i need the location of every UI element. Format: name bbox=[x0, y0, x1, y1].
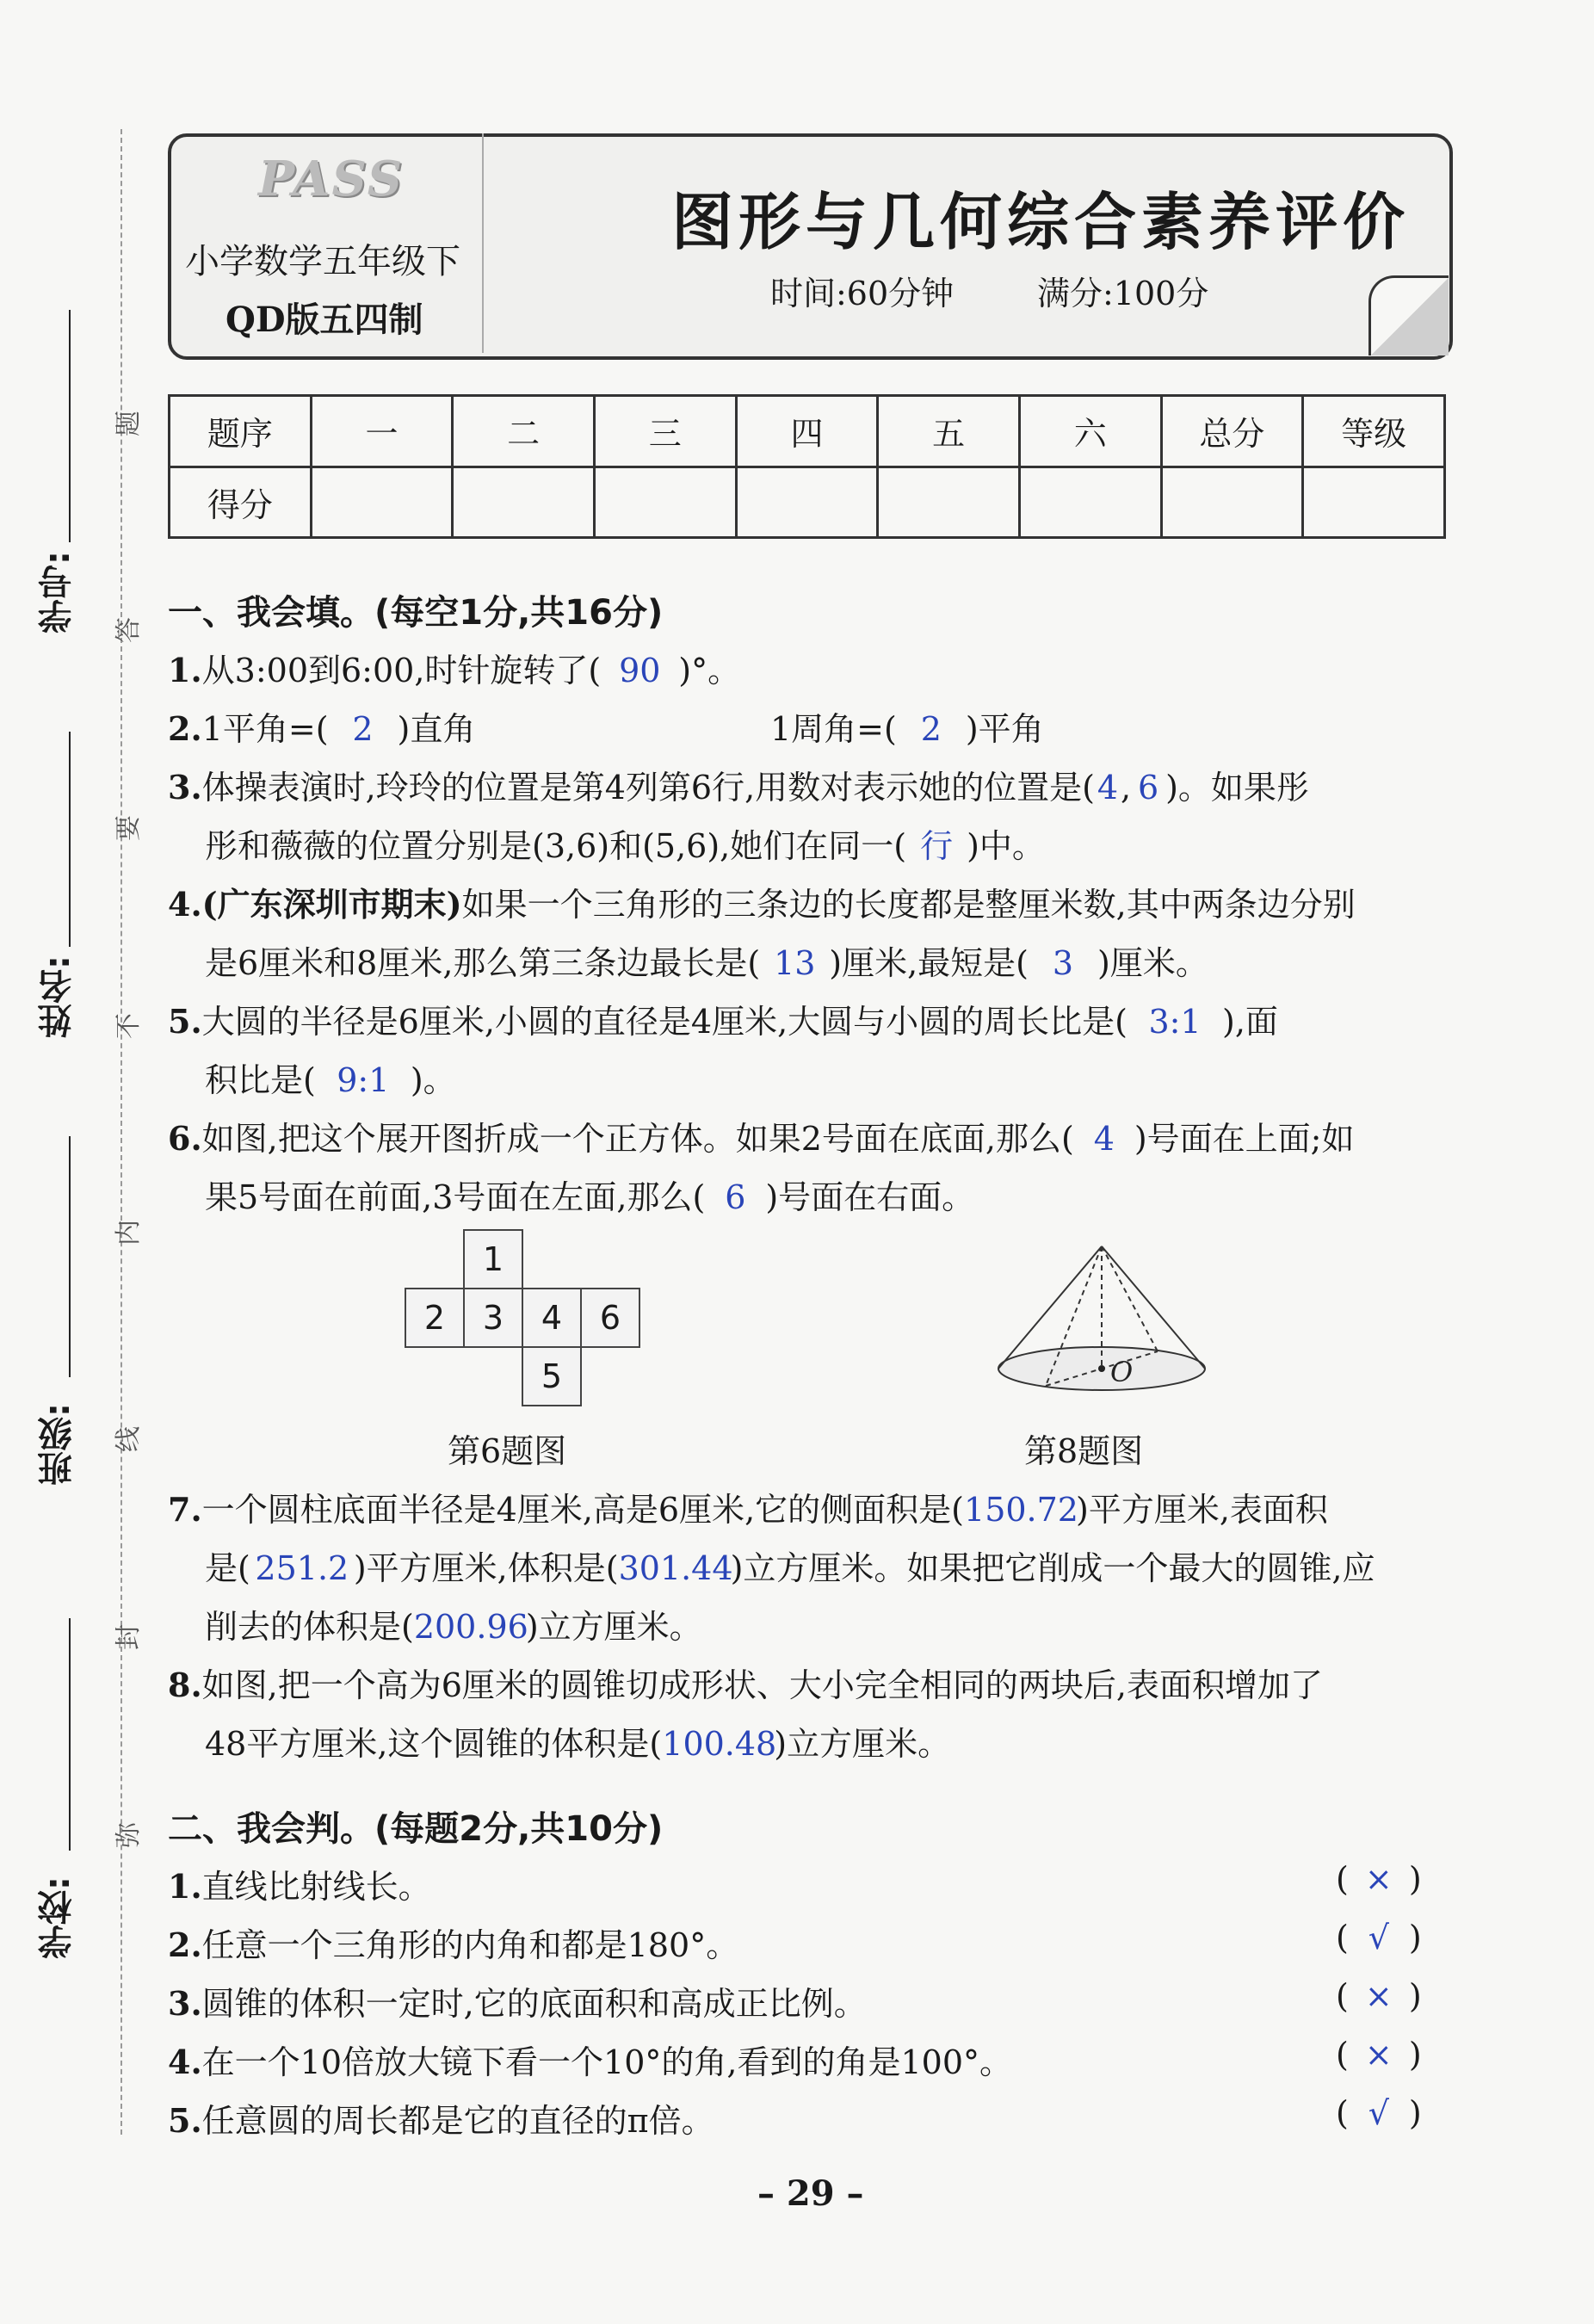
question-text: )中。 bbox=[967, 827, 1045, 865]
question-number: 3. bbox=[168, 768, 202, 807]
question-text: ),面 bbox=[1222, 1003, 1278, 1041]
score-input-cell[interactable] bbox=[311, 467, 453, 538]
answer[interactable]: 150.72 bbox=[964, 1491, 1078, 1529]
paren: ) bbox=[1408, 2094, 1422, 2132]
question-text: 1平角=( bbox=[201, 710, 329, 748]
score-input-cell[interactable] bbox=[878, 467, 1020, 538]
question-text: )厘米。 bbox=[1097, 944, 1208, 982]
judge-answer[interactable] bbox=[1336, 2036, 1422, 2074]
answer[interactable]: 13 bbox=[774, 944, 816, 982]
time-limit: 时间:60分钟 bbox=[770, 275, 955, 312]
judge-item bbox=[168, 1860, 431, 1907]
question-text: )号面在右面。 bbox=[765, 1178, 975, 1216]
answer[interactable]: 4 bbox=[1097, 769, 1119, 807]
score-input-cell[interactable] bbox=[736, 467, 878, 538]
question-text: )厘米,最短是( bbox=[829, 944, 1029, 982]
answer[interactable]: × bbox=[1364, 1977, 1393, 2015]
net-cell: 5 bbox=[522, 1346, 582, 1406]
table-cell: 题序 bbox=[170, 396, 312, 467]
table-row bbox=[170, 396, 1445, 467]
table-cell: 三 bbox=[594, 396, 736, 467]
table-cell: 五 bbox=[878, 396, 1020, 467]
question-text: 果5号面在前面,3号面在左面,那么( bbox=[205, 1178, 706, 1216]
id-line bbox=[69, 310, 71, 542]
question-number: 4. bbox=[168, 885, 202, 924]
question-text: )。如果彤 bbox=[1165, 769, 1309, 807]
question-text: )平方厘米,表面积 bbox=[1076, 1491, 1328, 1529]
answer[interactable]: √ bbox=[1368, 1919, 1389, 1956]
question-text: 任意一个三角形的内角和都是180°。 bbox=[201, 1926, 739, 1964]
question-8-line2 bbox=[205, 1717, 950, 1765]
seal-char: 不 bbox=[114, 1013, 144, 1039]
score-table bbox=[168, 394, 1446, 539]
question-number: 8. bbox=[168, 1666, 202, 1704]
question-text: 从3:00到6:00,时针旋转了( bbox=[201, 652, 602, 689]
paren: ( bbox=[1336, 2094, 1349, 2132]
seal-char: 题 bbox=[114, 411, 144, 436]
question-text: 圆锥的体积一定时,它的底面积和高成正比例。 bbox=[201, 1985, 867, 2023]
question-number: 6. bbox=[168, 1119, 202, 1158]
edition-subtitle: QD版五四制 bbox=[226, 300, 423, 340]
question-text: )立方厘米。 bbox=[525, 1608, 702, 1646]
question-number: 2. bbox=[168, 1925, 202, 1964]
seal-char: 弥 bbox=[114, 1822, 144, 1848]
question-text: 在一个10倍放大镜下看一个10°的角,看到的角是100°。 bbox=[201, 2043, 1012, 2081]
paren: ( bbox=[1336, 1977, 1349, 2015]
question-4-line2 bbox=[205, 936, 1208, 984]
question-text: 削去的体积是( bbox=[205, 1608, 414, 1646]
score-input-cell[interactable] bbox=[1303, 467, 1445, 538]
judge-answer[interactable] bbox=[1336, 1919, 1422, 1956]
id-label: 学号: bbox=[38, 551, 77, 634]
question-text: 积比是( bbox=[205, 1061, 316, 1099]
table-cell: 总分 bbox=[1161, 396, 1303, 467]
net-cell: 4 bbox=[522, 1288, 582, 1348]
question-7-line3 bbox=[205, 1600, 702, 1647]
answer[interactable]: 6 bbox=[1138, 769, 1159, 807]
question-text: 如图,把一个高为6厘米的圆锥切成形状、大小完全相同的两块后,表面积增加了 bbox=[201, 1666, 1324, 1704]
paren: ( bbox=[1336, 1860, 1349, 1898]
page-curl-decoration bbox=[1368, 275, 1449, 355]
question-2 bbox=[168, 702, 475, 750]
question-text: 48平方厘米,这个圆锥的体积是( bbox=[205, 1725, 663, 1763]
table-cell: 六 bbox=[1019, 396, 1161, 467]
question-number: 1. bbox=[168, 1867, 202, 1906]
question-text: 一个圆柱底面半径是4厘米,高是6厘米,它的侧面积是( bbox=[201, 1491, 965, 1529]
seal-char: 答 bbox=[114, 617, 144, 643]
score-input-cell[interactable] bbox=[1161, 467, 1303, 538]
judge-item bbox=[168, 1919, 738, 1966]
question-6 bbox=[168, 1112, 1354, 1159]
question-text: )平角 bbox=[965, 710, 1044, 748]
net-cell: 2 bbox=[405, 1288, 465, 1348]
seal-char: 线 bbox=[114, 1426, 144, 1452]
question-text: )立方厘米。 bbox=[774, 1725, 951, 1763]
question-text: )号面在上面;如 bbox=[1134, 1120, 1355, 1158]
question-text: )°。 bbox=[678, 652, 741, 689]
answer[interactable]: 3 bbox=[1052, 944, 1074, 982]
question-text: )。 bbox=[410, 1061, 456, 1099]
question-text: )直角 bbox=[397, 710, 476, 748]
class-label: 班级: bbox=[38, 1403, 77, 1486]
question-4 bbox=[168, 878, 1356, 925]
judge-answer[interactable] bbox=[1336, 2094, 1422, 2132]
paren: ) bbox=[1408, 1977, 1422, 2015]
question-text: 彤和薇薇的位置分别是(3,6)和(5,6),她们在同一( bbox=[205, 827, 907, 865]
answer[interactable]: 90 bbox=[619, 652, 661, 689]
judge-item bbox=[168, 2036, 1012, 2083]
judge-answer[interactable] bbox=[1336, 1860, 1422, 1898]
table-cell: 得分 bbox=[170, 467, 312, 538]
page-title: 图形与几何综合素养评价 bbox=[671, 185, 1411, 258]
answer[interactable]: 9:1 bbox=[337, 1061, 390, 1099]
answer[interactable]: 3:1 bbox=[1148, 1003, 1202, 1041]
figure8-caption: 第8题图 bbox=[1024, 1432, 1144, 1470]
table-cell: 等级 bbox=[1303, 396, 1445, 467]
answer[interactable]: 6 bbox=[725, 1178, 746, 1216]
question-text: 直线比射线长。 bbox=[201, 1868, 431, 1906]
school-line bbox=[69, 1618, 71, 1851]
school-label: 学校: bbox=[38, 1876, 77, 1959]
question-5 bbox=[168, 995, 1278, 1042]
question-3-line2 bbox=[205, 819, 1045, 867]
question-source-tag: (广东深圳市期末) bbox=[201, 885, 462, 924]
seal-char: 封 bbox=[114, 1624, 144, 1650]
seal-char: 要 bbox=[114, 815, 144, 841]
question-1 bbox=[168, 644, 740, 691]
pass-logo: PASS bbox=[258, 151, 405, 207]
question-text: 如果一个三角形的三条边的长度都是整厘米数,其中两条边分别 bbox=[461, 886, 1356, 924]
question-8 bbox=[168, 1659, 1323, 1706]
question-text: 如图,把这个展开图折成一个正方体。如果2号面在底面,那么( bbox=[201, 1120, 1074, 1158]
answer[interactable]: 2 bbox=[920, 710, 942, 748]
paren: ( bbox=[1336, 2036, 1349, 2074]
page-number: – 29 – bbox=[757, 2173, 864, 2214]
question-text: 任意圆的周长都是它的直径的π倍。 bbox=[201, 2102, 714, 2140]
question-text: 大圆的半径是6厘米,小圆的直径是4厘米,大圆与小圆的周长比是( bbox=[201, 1003, 1128, 1041]
table-cell: 二 bbox=[453, 396, 595, 467]
question-number: 5. bbox=[168, 2101, 202, 2140]
answer[interactable]: 301.44 bbox=[618, 1549, 733, 1587]
answer[interactable]: 100.48 bbox=[662, 1725, 777, 1763]
question-3 bbox=[168, 761, 1309, 808]
table-row bbox=[170, 467, 1445, 538]
question-6-line2 bbox=[205, 1171, 974, 1218]
table-cell: 一 bbox=[311, 396, 453, 467]
answer[interactable]: × bbox=[1364, 1860, 1393, 1898]
cone-figure bbox=[990, 1239, 1214, 1394]
paren: ( bbox=[1336, 1919, 1349, 1956]
answer[interactable]: 4 bbox=[1093, 1120, 1115, 1158]
question-number: 3. bbox=[168, 1984, 202, 2023]
score-input-cell[interactable] bbox=[1019, 467, 1161, 538]
answer[interactable]: √ bbox=[1368, 2094, 1389, 2132]
table-cell: 四 bbox=[736, 396, 878, 467]
question-number: 4. bbox=[168, 2043, 202, 2081]
cone-center-label: O bbox=[1110, 1356, 1134, 1388]
class-line bbox=[69, 1136, 71, 1377]
answer[interactable]: 2 bbox=[352, 710, 374, 748]
question-text: )平方厘米,体积是( bbox=[353, 1549, 619, 1587]
answer[interactable]: 200.96 bbox=[413, 1608, 528, 1646]
paren: ) bbox=[1408, 2036, 1422, 2074]
paren: ) bbox=[1408, 1919, 1422, 1956]
question-number: 1. bbox=[168, 651, 202, 689]
answer[interactable]: 251.2 bbox=[255, 1549, 349, 1587]
judge-answer[interactable] bbox=[1336, 1977, 1422, 2015]
score-input-cell[interactable] bbox=[453, 467, 595, 538]
question-2b bbox=[770, 702, 1044, 750]
question-text: 是( bbox=[205, 1549, 250, 1587]
question-number: 2. bbox=[168, 709, 202, 748]
seal-char: 内 bbox=[114, 1220, 144, 1245]
header-divider bbox=[482, 133, 484, 353]
question-text: )立方厘米。如果把它削成一个最大的圆锥,应 bbox=[730, 1549, 1375, 1587]
section1-title: 一、我会填。(每空1分,共16分) bbox=[168, 593, 664, 633]
figure6-caption: 第6题图 bbox=[448, 1432, 567, 1470]
answer[interactable]: 行 bbox=[920, 827, 954, 865]
question-7 bbox=[168, 1483, 1328, 1530]
judge-item bbox=[168, 2094, 714, 2142]
question-5-line2 bbox=[205, 1054, 456, 1101]
score-input-cell[interactable] bbox=[594, 467, 736, 538]
question-7-line2 bbox=[205, 1542, 1375, 1589]
grade-subtitle: 小学数学五年级下 bbox=[185, 242, 460, 281]
question-text: 1周角=( bbox=[770, 710, 897, 748]
question-number: 7. bbox=[168, 1490, 202, 1529]
judge-item bbox=[168, 1977, 867, 2024]
name-label: 姓名: bbox=[38, 955, 77, 1038]
full-score: 满分:100分 bbox=[1037, 275, 1209, 312]
question-number: 5. bbox=[168, 1002, 202, 1041]
net-cell: 6 bbox=[580, 1288, 640, 1348]
question-text: 是6厘米和8厘米,那么第三条边最长是( bbox=[205, 944, 761, 982]
net-cell: 3 bbox=[463, 1288, 523, 1348]
question-text: 体操表演时,玲玲的位置是第4列第6行,用数对表示她的位置是( bbox=[201, 769, 1096, 807]
net-cell: 1 bbox=[463, 1229, 523, 1289]
name-line bbox=[69, 732, 71, 947]
answer[interactable]: × bbox=[1364, 2036, 1393, 2074]
paren: ) bbox=[1408, 1860, 1422, 1898]
section2-title: 二、我会判。(每题2分,共10分) bbox=[168, 1809, 664, 1849]
question-text: , bbox=[1121, 769, 1132, 807]
